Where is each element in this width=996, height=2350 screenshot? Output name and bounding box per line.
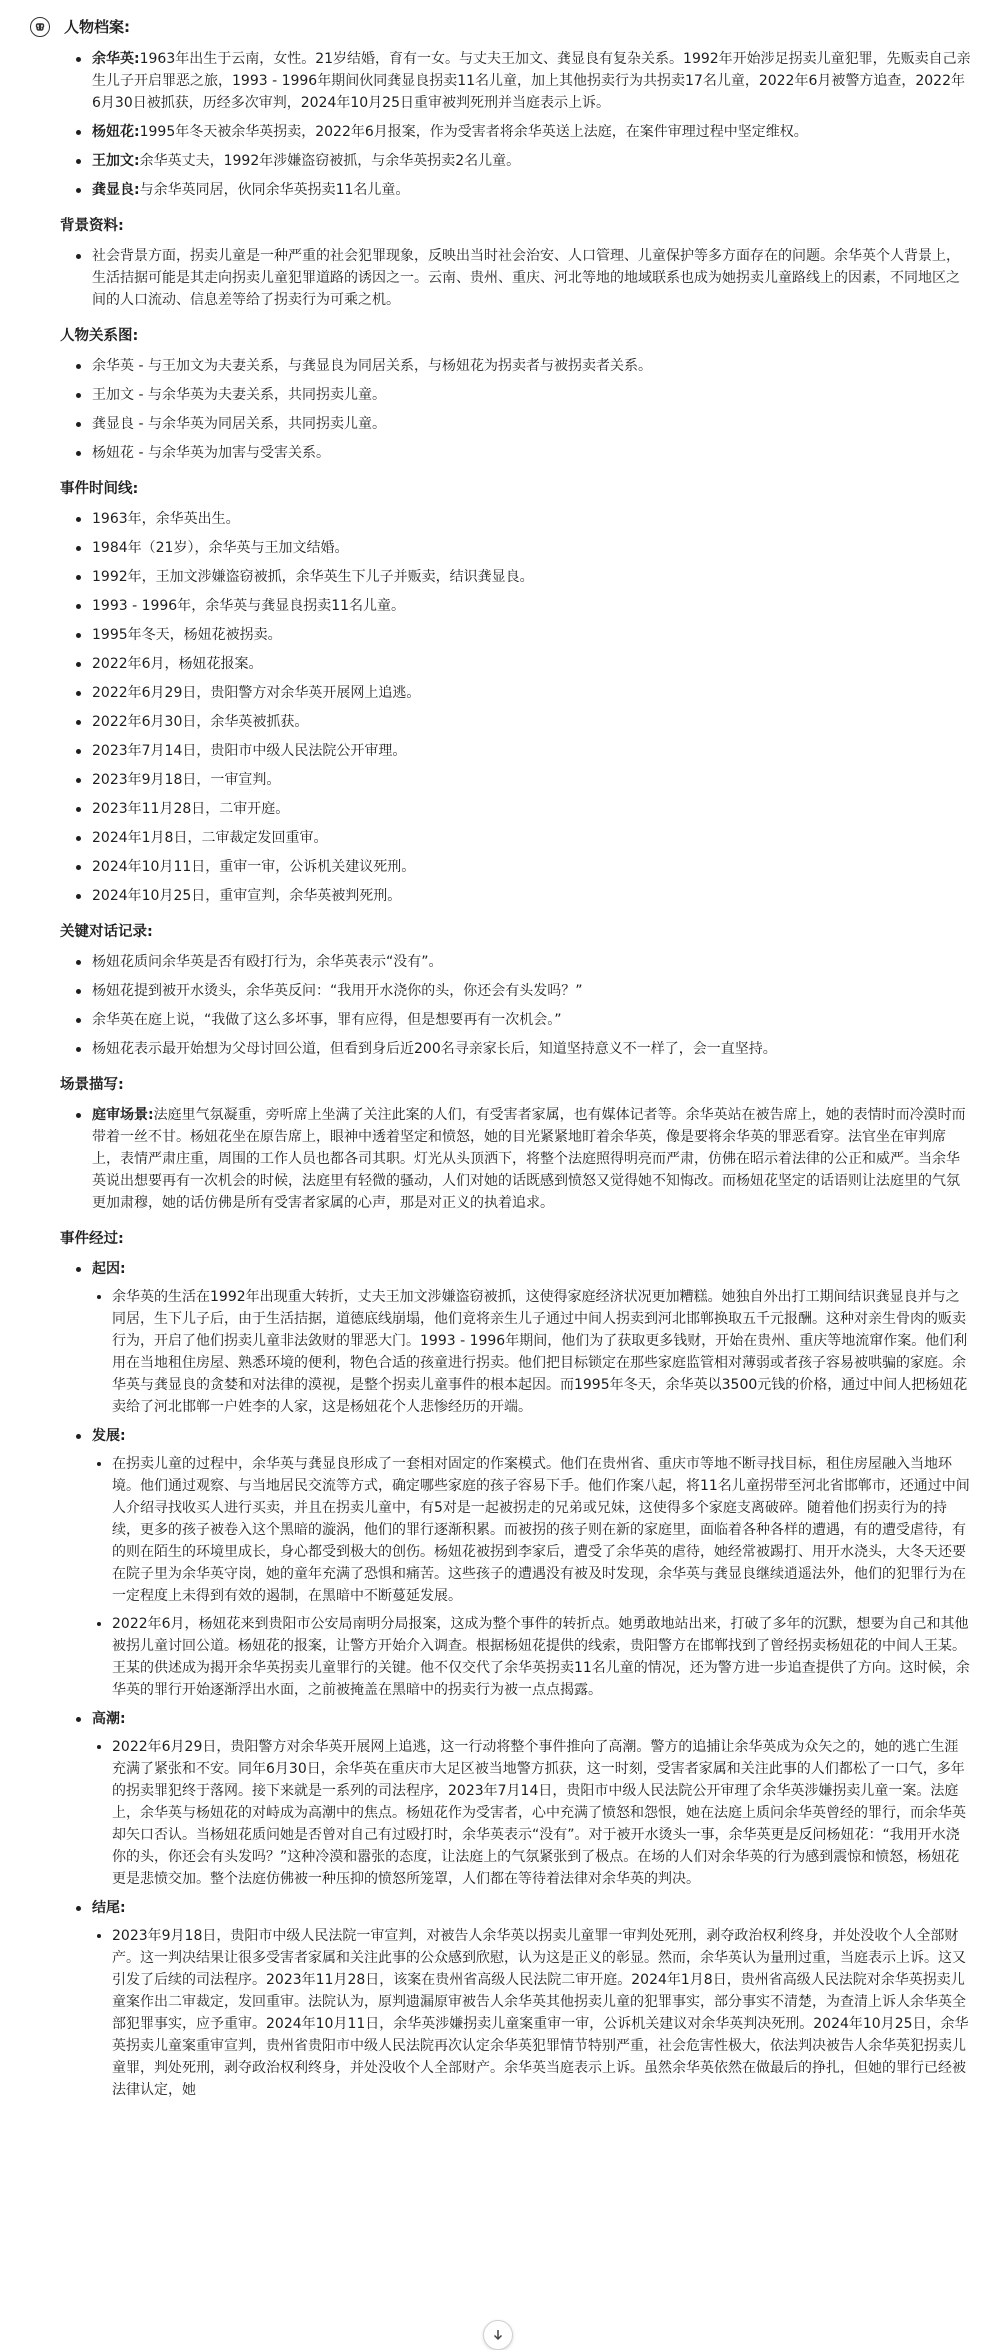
list-item: 2023年9月18日，一审宣判。 <box>72 769 972 791</box>
stage-item <box>72 1258 972 1418</box>
profile-text: 与余华英同居，伙同余华英拐卖11名儿童。 <box>139 182 410 198</box>
page-title: 人物档案: <box>64 18 130 36</box>
stage-name: 发展 <box>92 1428 120 1444</box>
profile-list <box>72 48 972 201</box>
process-list <box>72 1258 972 2101</box>
list-item: 余华英在庭上说，“我做了这么多坏事，罪有应得，但是想要再有一次机会。” <box>72 1009 972 1031</box>
list-item: 杨妞花提到被开水烫头，余华英反问：“我用开水浇你的头，你还会有头发吗？” <box>72 980 972 1002</box>
label-colon: : <box>120 1900 126 1916</box>
list-item: 2024年1月8日，二审裁定发回重审。 <box>72 827 972 849</box>
stage-paras <box>92 1736 972 1890</box>
label-colon: : <box>120 1261 126 1277</box>
relations-list <box>72 355 972 464</box>
list-item <box>72 150 972 172</box>
stage-paras <box>92 1286 972 1418</box>
label-colon: : <box>134 124 140 140</box>
arrow-down-icon <box>492 2329 504 2341</box>
profile-text: 余华英丈夫，1992年涉嫌盗窃被抓，与余华英拐卖2名儿童。 <box>139 153 521 169</box>
list-item: 1995年冬天，杨妞花被拐卖。 <box>72 624 972 646</box>
header <box>0 12 996 42</box>
list-item: 杨妞花表示最开始想为父母讨回公道，但看到身后近200名寻亲家长后，知道坚持意义不一样了，会一直坚持。 <box>72 1038 972 1060</box>
timeline-list <box>72 508 972 907</box>
list-item: 余华英 - 与王加文为夫妻关系，与龚显良为同居关系，与杨妞花为拐卖者与被拐卖者关系。 <box>72 355 972 377</box>
list-item: 在拐卖儿童的过程中，余华英与龚显良形成了一套相对固定的作案模式。他们在贵州省、重庆市等地不断寻找目标，租住房屋融入当地环境。他们通过观察、与当地居民交流等方式，确定哪些家庭的孩子容易下手。他们作案八起，将11名儿童拐带至河北省邯郸市，还通过中间人介绍寻找收买人进行买卖，并且在拐卖儿童中，有5对是一起被拐走的兄弟或兄妹，这使得多个家庭支离破碎。随着他们拐卖行为的持续，更多的孩子被卷入这个黑暗的漩涡，他们的罪行逐渐积累。而被拐的孩子则在新的家庭里，面临着各种各样的遭遇，有的遭受虐待，有的则在陌生的环境里成长，身心都受到极大的创伤。杨妞花被拐到李家后，遭受了余华英的虐待，她经常被踢打、用开水浇头，大冬天还要在院子里为余华英守岗，她的童年充满了恐惧和痛苦。这些孩子的遭遇没有被及时发现，余华英与龚显良继续逍遥法外，他们的犯罪行为在一定程度上未得到有效的遏制，在黑暗中不断蔓延发展。 <box>92 1453 972 1607</box>
section-title-scene: 场景描写: <box>60 1077 124 1093</box>
list-item: 龚显良 - 与余华英为同居关系，共同拐卖儿童。 <box>72 413 972 435</box>
profile-name: 王加文 <box>92 153 134 169</box>
label-colon: : <box>134 153 140 169</box>
stage-name: 结尾 <box>92 1900 120 1916</box>
list-item: 2024年10月25日，重审宣判，余华英被判死刑。 <box>72 885 972 907</box>
list-item: 社会背景方面，拐卖儿童是一种严重的社会犯罪现象，反映出当时社会治安、人口管理、儿童保护等多方面存在的问题。余华英个人背景上，生活拮据可能是其走向拐卖儿童犯罪道路的诱因之一。云南、贵州、重庆、河北等地的地域联系也成为她拐卖儿童路线上的因素，不同地区之间的人口流动、信息差等给了拐卖行为可乘之机。 <box>72 245 972 311</box>
profile-name: 龚显良 <box>92 182 134 198</box>
list-item <box>72 179 972 201</box>
profile-text: 1963年出生于云南，女性。21岁结婚，育有一女。与丈夫王加文、龚显良有复杂关系。1992年开始涉足拐卖儿童犯罪，先贩卖自己亲生儿子开启罪恶之旅，1993 - 1996年期间伙同龚显良拐卖11名儿童，加上其他拐卖行为共拐卖17名儿童，2022年6月被警方追查，2022年6月30日被抓获，历经多次审判，2024年10月25日重审被判死刑并当庭表示上诉。 <box>92 51 971 111</box>
stage-item <box>72 1708 972 1890</box>
stage-paras <box>92 1925 972 2101</box>
profile-name: 杨妞花 <box>92 124 134 140</box>
section-title-background: 背景资料: <box>60 218 124 234</box>
label-colon: : <box>134 182 140 198</box>
scene-name: 庭审场景 <box>92 1107 148 1123</box>
list-item: 1984年（21岁），余华英与王加文结婚。 <box>72 537 972 559</box>
label-colon: : <box>148 1107 154 1123</box>
list-item: 2023年9月18日，贵阳市中级人民法院一审宣判，对被告人余华英以拐卖儿童罪一审判处死刑，剥夺政治权利终身，并处没收个人全部财产。这一判决结果让很多受害者家属和关注此事的公众感到欣慰，认为这是正义的彰显。然而，余华英认为量刑过重，当庭表示上诉。这又引发了后续的司法程序。2023年11月28日，该案在贵州省高级人民法院二审开庭。2024年1月8日，贵州省高级人民法院对余华英拐卖儿童案作出二审裁定，发回重审。法院认为，原判遗漏原审被告人余华英其他拐卖儿童的犯罪事实，部分事实不清楚，为查清上诉人余华英全部犯罪事实，应予重审。2024年10月11日，余华英涉嫌拐卖儿童案重审一审，公诉机关建议对余华英判决死刑。2024年10月25日，余华英拐卖儿童案重审宣判，贵州省贵阳市中级人民法院再次认定余华英犯罪情节特别严重，社会危害性极大，依法判决被告人余华英犯拐卖儿童罪，判处死刑，剥夺政治权利终身，并处没收个人全部财产。余华英当庭表示上诉。虽然余华英依然在做最后的挣扎，但她的罪行已经被法律认定，她 <box>92 1925 972 2101</box>
section-title-timeline: 事件时间线: <box>60 481 139 497</box>
list-item: 2023年7月14日，贵阳市中级人民法院公开审理。 <box>72 740 972 762</box>
label-colon: : <box>120 1711 126 1727</box>
section-title-process: 事件经过: <box>60 1231 124 1247</box>
list-item: 2022年6月29日，贵阳警方对余华英开展网上追逃，这一行动将整个事件推向了高潮。警方的追捕让余华英成为众矢之的，她的逃亡生涯充满了紧张和不安。同年6月30日，余华英在重庆市大足区被当地警方抓获，这一时刻，受害者家属和关注此事的人们都松了一口气，多年的拐卖罪犯终于落网。接下来就是一系列的司法程序，2023年7月14日，贵阳市中级人民法院公开审理了余华英涉嫌拐卖儿童一案。法庭上，余华英与杨妞花的对峙成为高潮中的焦点。杨妞花作为受害者，心中充满了愤怒和怨恨，她在法庭上质问余华英曾经的罪行，而余华英却矢口否认。当杨妞花质问她是否曾对自己有过殴打时，余华英表示“没有”。对于被开水烫头一事，余华英更是反问杨妞花：“我用开水浇你的头，你还会有头发吗？”这种冷漠和嚣张的态度，让法庭上的气氛紧张到了极点。在场的人们对余华英的行为感到震惊和愤怒，杨妞花更是悲愤交加。整个法庭仿佛被一种压抑的愤怒所笼罩，人们都在等待着法律对余华英的判决。 <box>92 1736 972 1890</box>
stage-item <box>72 1897 972 2101</box>
list-item: 2022年6月，杨妞花报案。 <box>72 653 972 675</box>
list-item: 余华英的生活在1992年出现重大转折，丈夫王加文涉嫌盗窃被抓，这使得家庭经济状况更加糟糕。她独自外出打工期间结识龚显良并与之同居，生下儿子后，由于生活拮据，道德底线崩塌，他们竟将亲生儿子通过中间人拐卖到河北邯郸换取五千元报酬。这种对亲生骨肉的贩卖行为，开启了他们拐卖儿童非法敛财的罪恶大门。1993 - 1996年期间，他们为了获取更多钱财，开始在贵州、重庆等地流窜作案。他们利用在当地租住房屋、熟悉环境的便利，物色合适的孩童进行拐卖。他们把目标锁定在那些家庭监管相对薄弱或者孩子容易被哄骗的家庭。余华英与龚显良的贪婪和对法律的漠视，是整个拐卖儿童事件的根本起因。而1995年冬天，余华英以3500元钱的价格，通过中间人把杨妞花卖给了河北邯郸一户姓李的人家，这是杨妞花个人悲惨经历的开端。 <box>92 1286 972 1418</box>
scene-text: 法庭里气氛凝重，旁听席上坐满了关注此案的人们，有受害者家属，也有媒体记者等。余华英站在被告席上，她的表情时而冷漠时而带着一丝不甘。杨妞花坐在原告席上，眼神中透着坚定和愤怒，她的目光紧紧地盯着余华英，像是要将余华英的罪恶看穿。法官坐在审判席上，表情严肃庄重，周围的工作人员也都各司其职。灯光从头顶洒下，将整个法庭照得明亮而严肃，仿佛在昭示着法律的公正和威严。当余华英说出想要再有一次机会的时候，法庭里有轻微的骚动，人们对她的话既感到愤怒又觉得她不知悔改。而杨妞花坚定的话语则让法庭里的气氛更加肃穆，她的话仿佛是所有受害者家属的心声，那是对正义的执着追求。 <box>92 1107 966 1211</box>
list-item: 王加文 - 与余华英为夫妻关系，共同拐卖儿童。 <box>72 384 972 406</box>
list-item: 2024年10月11日，重审一审，公诉机关建议死刑。 <box>72 856 972 878</box>
section-title-dialogues: 关键对话记录: <box>60 924 153 940</box>
stage-name: 起因 <box>92 1261 120 1277</box>
list-item <box>72 48 972 114</box>
list-item <box>72 1104 972 1214</box>
list-item <box>72 121 972 143</box>
list-item: 1963年，余华英出生。 <box>72 508 972 530</box>
stage-paras <box>92 1453 972 1701</box>
list-item: 2022年6月30日，余华英被抓获。 <box>72 711 972 733</box>
label-colon: : <box>120 1428 126 1444</box>
background-list <box>72 245 972 311</box>
list-item: 1992年，王加文涉嫌盗窃被抓，余华英生下儿子并贩卖，结识龚显良。 <box>72 566 972 588</box>
scroll-down-button[interactable] <box>483 2320 513 2350</box>
stage-name: 高潮 <box>92 1711 120 1727</box>
profile-text: 1995年冬天被余华英拐卖，2022年6月报案，作为受害者将余华英送上法庭，在案件审理过程中坚定维权。 <box>139 124 808 140</box>
list-item: 2022年6月，杨妞花来到贵阳市公安局南明分局报案，这成为整个事件的转折点。她勇敢地站出来，打破了多年的沉默，想要为自己和其他被拐儿童讨回公道。杨妞花的报案，让警方开始介入调查。根据杨妞花提供的线索，贵阳警方在邯郸找到了曾经拐卖杨妞花的中间人王某。王某的供述成为揭开余华英拐卖儿童罪行的关键。他不仅交代了余华英拐卖11名儿童的情况，还为警方进一步追查提供了方向。这时候，余华英的罪行开始逐渐浮出水面，之前被掩盖在黑暗中的拐卖行为被一点点揭露。 <box>92 1613 972 1701</box>
profile-name: 余华英 <box>92 51 134 67</box>
dialogues-list <box>72 951 972 1060</box>
stage-item <box>72 1425 972 1701</box>
list-item: 杨妞花质问余华英是否有殴打行为，余华英表示“没有”。 <box>72 951 972 973</box>
list-item: 1993 - 1996年，余华英与龚显良拐卖11名儿童。 <box>72 595 972 617</box>
scene-list <box>72 1104 972 1214</box>
label-colon: : <box>134 51 140 67</box>
list-item: 2022年6月29日，贵阳警方对余华英开展网上追逃。 <box>72 682 972 704</box>
section-title-relations: 人物关系图: <box>60 328 139 344</box>
list-item: 2023年11月28日，二审开庭。 <box>72 798 972 820</box>
brain-icon <box>30 17 50 37</box>
list-item: 杨妞花 - 与余华英为加害与受害关系。 <box>72 442 972 464</box>
